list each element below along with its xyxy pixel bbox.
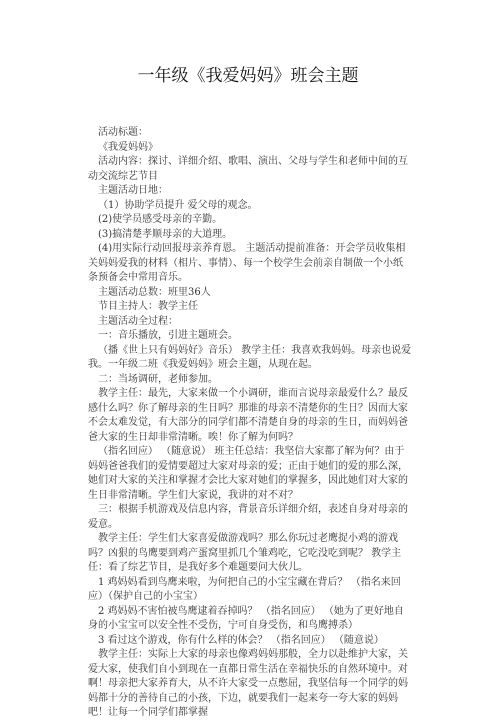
body-paragraph: 主题活动日地： [98, 185, 168, 196]
body-paragraph: 教学主任：最先，大家来做一个小调研，谁而言说母亲最爱什么？最反感什么吗？你了解母亲的生日吗？那谁的母亲不清楚你的生日？因而大家不会太难发觉，有大部分的同学们都不清楚自身的母亲的生日，而妈妈爸爸大家的生日却非常清晰。唉！你了解为何吗？ [88, 388, 408, 443]
body-paragraph: (4)用实际行动回报母亲养育恩。 主题活动提前准备：开会学员收集相关妈妈爱我的材料（相片、事情）、每一个校学生会前亲自制做一个小纸条预备会中常用音乐。 [88, 243, 406, 283]
body-paragraph: 3 看过这个游戏，你有什么样的体会？ （指名回应） （随意说） [98, 634, 384, 646]
body-paragraph: (3)搞清楚孝顺母亲的大道理。 [98, 228, 233, 240]
body-paragraph: 教学主任：实际上大家的母亲也像鸡妈妈那般，全力以赴维护大家，关爱大家，使我们自小到现在一直都日常生活在幸福快乐的自然环境中。对啊！母亲把大家养育大，从不许大家受一点憋屈，我坚信每一个同学的妈妈都十分的善待自己的小孩，下边，就要我们一起来夸一夸大家的妈妈吧！让每一个同学们都掌握 [88, 649, 408, 718]
body-paragraph: 活动内容：探讨、详细介绍、歌唱、演出、父母与学生和老师中间的互动交流综艺节目 [88, 156, 408, 182]
body-paragraph: 教学主任：学生们大家喜爱做游戏吗？那么你玩过老鹰捉小鸡的游戏吗？凶狠的鸟鹰要到鸡产蛋窝里抓几个雏鸡吃，它吃没吃到呢？ 教学主任：看了综艺节目，是我好多个难题要问大伙儿。 [88, 533, 402, 573]
body-paragraph: 一：音乐播放，引进主题班会。 [98, 330, 238, 341]
body-paragraph: 主题活动全过程： [98, 315, 178, 327]
document-body [88, 126, 412, 721]
body-paragraph: （播《世上只有妈妈好》音乐） 教学主任：我喜欢我妈妈。母亲也说爱我。一年级二班《我爱妈妈》班会主题，从现在起。 [88, 344, 412, 370]
body-paragraph: 二：当场调研，老师参加。 [98, 373, 218, 385]
body-paragraph: 2 鸡妈妈不害怕被鸟鹰逮着吞掉吗？ （指名回应） （她为了更好地自身的小宝宝可以安全性不受伤，宁可自身受伤，和鸟鹰搏杀） [88, 605, 404, 631]
body-paragraph: （1）协助学员提升 爱父母的观念。 [98, 199, 258, 211]
document-title: 一年级《我爱妈妈》班会主题 [137, 66, 359, 86]
body-paragraph: 1 鸡妈妈看到鸟鹰来啦，为何把自己的小宝宝藏在背后？ （指名来回应）（保护自己的小宝宝） [88, 576, 401, 602]
body-paragraph: 节目主持人：教学主任 [98, 301, 198, 312]
body-paragraph: 主题活动总数：班里36人 [98, 286, 211, 298]
body-paragraph: 三：根据手机游戏及信息内容，背景音乐详细介绍，表述自身对母亲的爱意。 [88, 504, 408, 530]
body-paragraph: 活动标题： [98, 127, 148, 138]
body-paragraph: 《我爱妈妈》 [98, 141, 158, 153]
body-paragraph: （指名回应） （随意说） 班主任总结：我坚信大家都了解为何？由于妈妈爸爸我们的爱情要超过大家对母亲的爱；正由于她们的爱的那么深，她们对大家的关注和掌握才会比大家对她们的掌握多，因此她们对大家的生日非常清晰。学生们大家说，我讲的对不对？ [88, 446, 408, 501]
body-paragraph: (2)使学员感受母亲的辛勤。 [98, 214, 223, 225]
